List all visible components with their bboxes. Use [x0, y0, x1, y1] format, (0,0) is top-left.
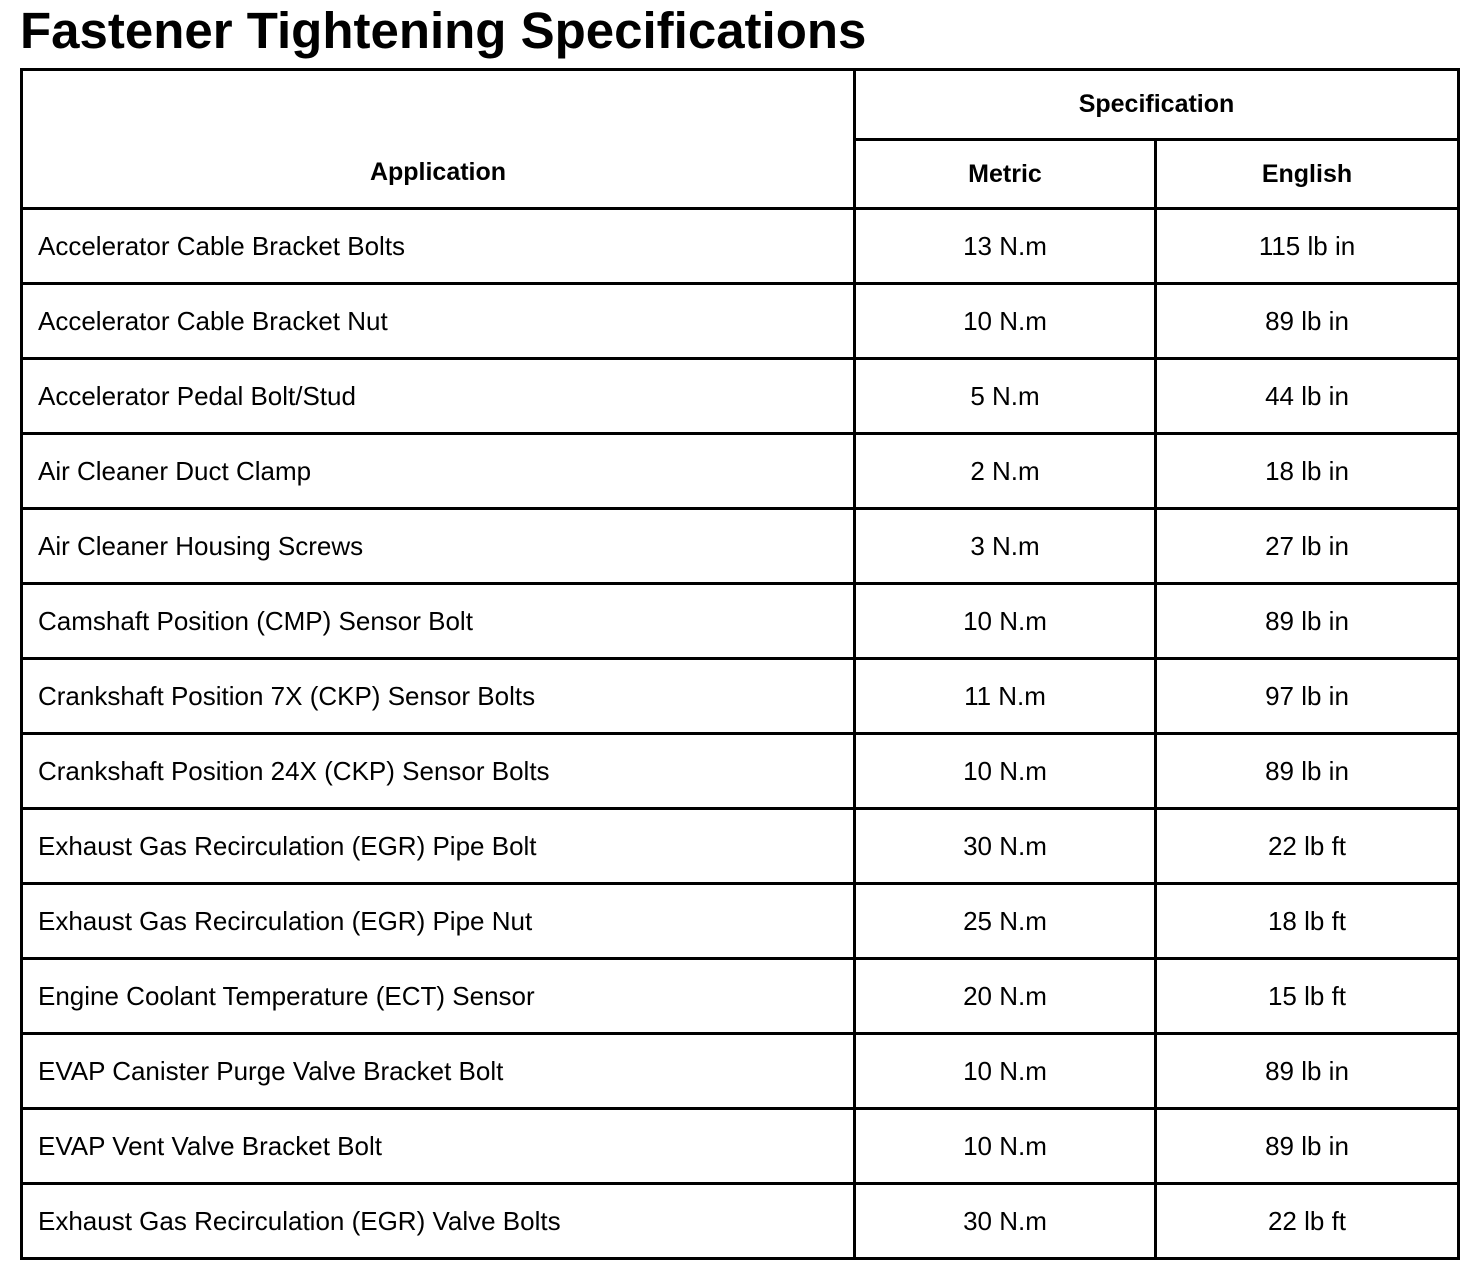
english-cell: 89 lb in	[1156, 584, 1459, 659]
table-row	[22, 509, 1459, 584]
application-column-header: Application	[22, 70, 855, 209]
application-cell: Exhaust Gas Recirculation (EGR) Pipe Nut	[22, 884, 855, 959]
table-row	[22, 884, 1459, 959]
english-cell: 18 lb in	[1156, 434, 1459, 509]
table-row	[22, 1109, 1459, 1184]
english-cell: 15 lb ft	[1156, 959, 1459, 1034]
english-cell: 89 lb in	[1156, 284, 1459, 359]
table-row	[22, 584, 1459, 659]
metric-cell: 30 N.m	[855, 809, 1156, 884]
metric-cell: 10 N.m	[855, 584, 1156, 659]
application-cell: Exhaust Gas Recirculation (EGR) Pipe Bolt	[22, 809, 855, 884]
english-cell: 22 lb ft	[1156, 809, 1459, 884]
metric-cell: 10 N.m	[855, 284, 1156, 359]
application-cell: Engine Coolant Temperature (ECT) Sensor	[22, 959, 855, 1034]
application-cell: Air Cleaner Housing Screws	[22, 509, 855, 584]
application-cell: EVAP Vent Valve Bracket Bolt	[22, 1109, 855, 1184]
english-cell: 27 lb in	[1156, 509, 1459, 584]
table-row	[22, 284, 1459, 359]
english-column-header: English	[1156, 140, 1459, 209]
metric-cell: 30 N.m	[855, 1184, 1156, 1259]
metric-cell: 10 N.m	[855, 1034, 1156, 1109]
fastener-spec-table	[20, 68, 1460, 1260]
metric-cell: 11 N.m	[855, 659, 1156, 734]
english-cell: 115 lb in	[1156, 209, 1459, 284]
metric-cell: 13 N.m	[855, 209, 1156, 284]
metric-cell: 20 N.m	[855, 959, 1156, 1034]
application-cell: Accelerator Cable Bracket Nut	[22, 284, 855, 359]
table-body	[22, 209, 1459, 1259]
english-cell: 44 lb in	[1156, 359, 1459, 434]
table-row	[22, 1184, 1459, 1259]
english-cell: 89 lb in	[1156, 1109, 1459, 1184]
table-row	[22, 659, 1459, 734]
table-row	[22, 959, 1459, 1034]
english-cell: 89 lb in	[1156, 734, 1459, 809]
page-title: Fastener Tightening Specifications	[20, 2, 867, 59]
application-cell: Accelerator Cable Bracket Bolts	[22, 209, 855, 284]
header-row-top	[22, 70, 1459, 140]
english-cell: 18 lb ft	[1156, 884, 1459, 959]
application-cell: Exhaust Gas Recirculation (EGR) Valve Bolts	[22, 1184, 855, 1259]
metric-cell: 10 N.m	[855, 1109, 1156, 1184]
application-cell: Crankshaft Position 7X (CKP) Sensor Bolts	[22, 659, 855, 734]
metric-column-header: Metric	[855, 140, 1156, 209]
metric-cell: 3 N.m	[855, 509, 1156, 584]
table-row	[22, 434, 1459, 509]
application-cell: Camshaft Position (CMP) Sensor Bolt	[22, 584, 855, 659]
application-cell: EVAP Canister Purge Valve Bracket Bolt	[22, 1034, 855, 1109]
table-row	[22, 209, 1459, 284]
application-cell: Accelerator Pedal Bolt/Stud	[22, 359, 855, 434]
metric-cell: 10 N.m	[855, 734, 1156, 809]
table-row	[22, 809, 1459, 884]
specification-column-header: Specification	[855, 70, 1459, 140]
metric-cell: 2 N.m	[855, 434, 1156, 509]
metric-cell: 25 N.m	[855, 884, 1156, 959]
table-header	[22, 70, 1459, 209]
metric-cell: 5 N.m	[855, 359, 1156, 434]
english-cell: 89 lb in	[1156, 1034, 1459, 1109]
english-cell: 97 lb in	[1156, 659, 1459, 734]
table-row	[22, 734, 1459, 809]
table-row	[22, 359, 1459, 434]
application-cell: Air Cleaner Duct Clamp	[22, 434, 855, 509]
table-row	[22, 1034, 1459, 1109]
english-cell: 22 lb ft	[1156, 1184, 1459, 1259]
application-cell: Crankshaft Position 24X (CKP) Sensor Bolts	[22, 734, 855, 809]
